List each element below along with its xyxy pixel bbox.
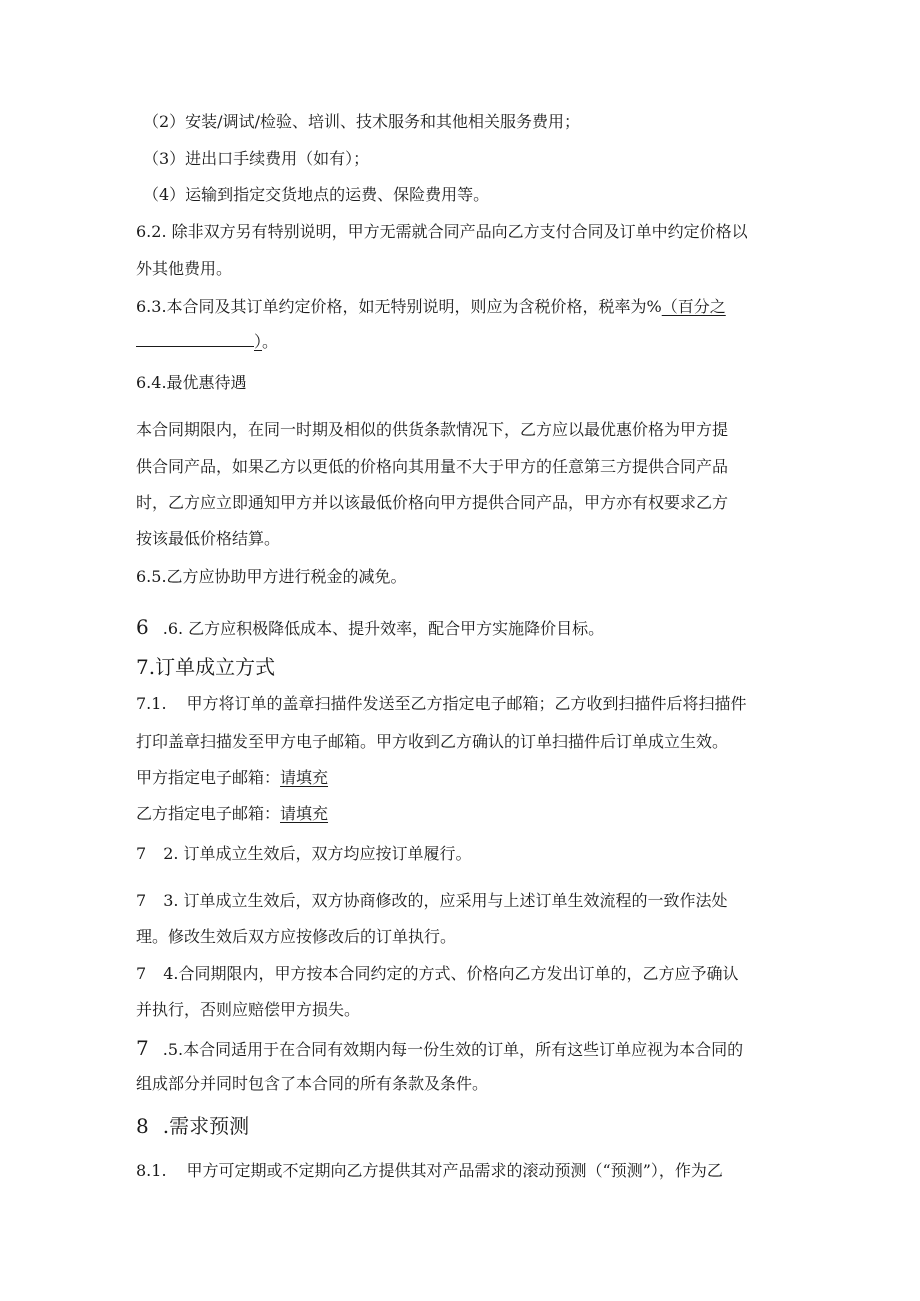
- blank-line: [136, 332, 254, 347]
- clause-6-5: 6.5.乙方应协助甲方进行税金的减免。: [136, 567, 407, 586]
- tax-rate-blank: ）: [136, 332, 262, 351]
- clause-7-4-line2: 并执行，否则应赔偿甲方损失。: [136, 1000, 361, 1019]
- tax-rate-fill-in: （百分之: [661, 297, 726, 316]
- clause-7-1-line2: 打印盖章扫描发至甲方电子邮箱。甲方收到乙方确认的订单扫描件后订单成立生效。: [136, 732, 729, 751]
- section-8-title: .需求预测: [162, 1114, 250, 1138]
- email-b-label: 乙方指定电子邮箱：: [136, 804, 281, 823]
- clause-8-1-text: 甲方可定期或不定期向乙方提供其对产品需求的滚动预测（“预测”），作为乙: [186, 1161, 723, 1180]
- clause-6-6-text: .6. 乙方应积极降低成本、提升效率，配合甲方实施降价目标。: [162, 619, 605, 638]
- clause-6-6-num: 6: [136, 615, 149, 639]
- clause-7-3-line1: [136, 890, 728, 912]
- clause-6-2-line2: 外其他费用。: [136, 259, 233, 278]
- email-b-row: [136, 803, 328, 825]
- section-7-heading: 7.订单成立方式: [136, 655, 276, 679]
- clause-7-3-text: 3. 订单成立生效后，双方协商修改的，应采用与上述订单生效流程的一致作法处: [163, 891, 728, 910]
- clause-6-4-line3: 时，乙方应立即通知甲方并以该最低价格向甲方提供合同产品，甲方亦有权要求乙方: [136, 493, 729, 512]
- clause-7-5-num: 7: [136, 1036, 149, 1060]
- email-a-row: [136, 767, 328, 789]
- clause-6-2-line1: 6.2. 除非双方另有特别说明，甲方无需就合同产品向乙方支付合同及订单中约定价格以: [136, 222, 748, 241]
- section-8-num: 8: [136, 1114, 149, 1138]
- clause-7-3-line2: 理。修改生效后双方应按修改后的订单执行。: [136, 927, 457, 946]
- clause-8-1-num: 8.1.: [136, 1161, 167, 1180]
- clause-7-1-line1: [136, 693, 747, 715]
- email-b-value: 请填充: [280, 804, 329, 823]
- list-item-4: （4）运输到指定交货地点的运费、保险费用等。: [143, 185, 490, 204]
- clause-6-4-line4: 按该最低价格结算。: [136, 529, 281, 548]
- clause-6-4-line2: 供合同产品，如果乙方以更低的价格向其用量不大于甲方的任意第三方提供合同产品: [136, 457, 729, 476]
- clause-6-3-line1: [136, 296, 726, 318]
- clause-7-2-text: 2. 订单成立生效后，双方均应按订单履行。: [163, 844, 472, 863]
- clause-6-3-text: 6.3.本合同及其订单约定价格，如无特别说明，则应为含税价格，税率为%: [136, 297, 662, 316]
- clause-7-4-text: 4.合同期限内，甲方按本合同约定的方式、价格向乙方发出订单的，乙方应予确认: [163, 964, 739, 983]
- clause-7-2-num: 7: [136, 844, 147, 863]
- clause-6-3-line2: [136, 331, 278, 353]
- clause-7-5-line1: [136, 1035, 743, 1061]
- email-a-label: 甲方指定电子邮箱：: [136, 768, 281, 787]
- clause-7-1-text: 甲方将订单的盖章扫描件发送至乙方指定电子邮箱；乙方收到扫描件后将扫描件: [186, 694, 747, 713]
- clause-7-5-line2: 组成部分并同时包含了本合同的所有条款及条件。: [136, 1074, 489, 1093]
- clause-7-4-line1: [136, 963, 738, 985]
- clause-6-4-line1: 本合同期限内，在同一时期及相似的供货条款情况下，乙方应以最优惠价格为甲方提: [136, 420, 729, 439]
- clause-6-4-heading: 6.4.最优惠待遇: [136, 373, 247, 392]
- clause-7-5-text: .5.本合同适用于在合同有效期内每一份生效的订单，所有这些订单应视为本合同的: [162, 1040, 744, 1059]
- section-8-heading: [136, 1113, 249, 1139]
- clause-7-4-num: 7: [136, 964, 147, 983]
- clause-7-2: [136, 843, 472, 865]
- clause-6-6: [136, 614, 604, 640]
- clause-7-3-num: 7: [136, 891, 147, 910]
- email-a-value: 请填充: [280, 768, 329, 787]
- list-item-3: （3）进出口手续费用（如有）；: [143, 149, 370, 168]
- clause-8-1-line1: [136, 1160, 723, 1182]
- clause-7-1-num: 7.1.: [136, 694, 167, 713]
- clause-6-3-tail: 。: [262, 332, 279, 351]
- list-item-2: （2）安装/调试/检验、培训、技术服务和其他相关服务费用；: [143, 112, 580, 131]
